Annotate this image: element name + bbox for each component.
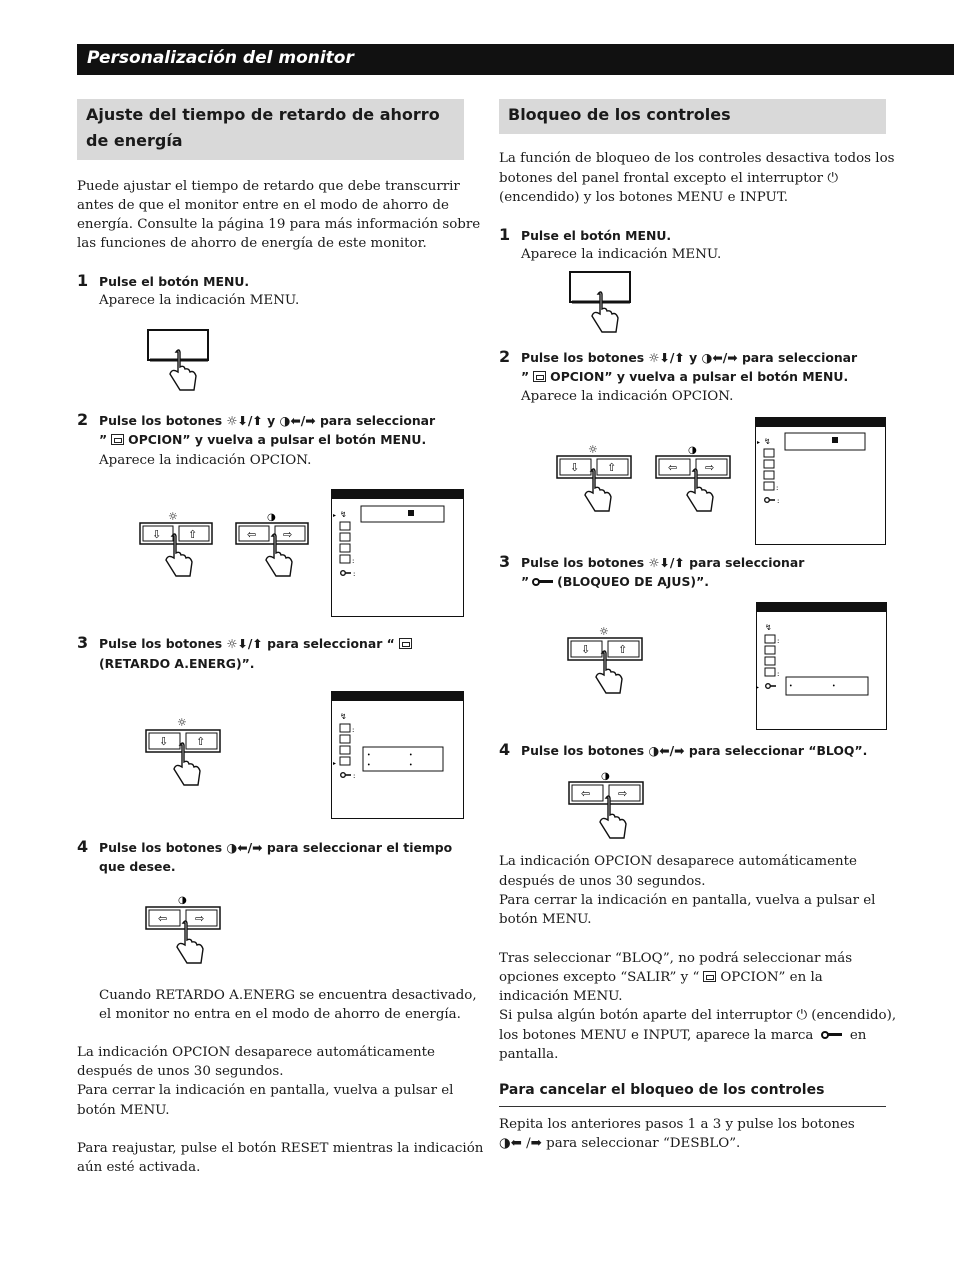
svg-text:⇩: ⇩ — [152, 528, 162, 541]
text-span: OPCION” en la — [720, 970, 823, 985]
text-line: antes de que el monitor entre en el modo de ahorro de — [77, 198, 449, 213]
svg-text:•: • — [367, 762, 371, 769]
brightness-buttons-illustration — [138, 510, 218, 590]
svg-text:⇩: ⇩ — [581, 643, 591, 656]
svg-text:•: • — [367, 752, 371, 759]
step-body: Aparece la indicación MENU. — [521, 247, 722, 262]
quote-mark: ” — [521, 369, 530, 384]
step-body: Aparece la indicación OPCION. — [99, 453, 312, 468]
svg-text:•: • — [409, 762, 413, 769]
text-line: La indicación OPCION desaparece automáticamente — [499, 854, 857, 869]
power-delay-icon — [399, 638, 412, 649]
contrast-buttons-illustration — [145, 893, 225, 973]
text-line: Para reajustar, pulse el botón RESET mientras la indicación — [77, 1141, 484, 1156]
svg-text::: : — [353, 570, 356, 578]
step-number: 1 — [499, 225, 511, 244]
step-title — [521, 367, 848, 386]
osd-power-delay-menu — [331, 691, 464, 819]
text-line: las funciones de ahorro de energía de este monitor. — [77, 236, 427, 251]
osd-option-menu — [331, 489, 464, 617]
step-title — [99, 430, 426, 449]
contrast-buttons-illustration — [655, 440, 735, 520]
option-icon — [703, 971, 716, 982]
text-line: (encendido) y los botones MENU e INPUT. — [499, 190, 789, 205]
svg-text:▸: ▸ — [333, 512, 337, 519]
svg-text::: : — [353, 772, 356, 780]
contrast-icon: ◑ — [601, 771, 610, 782]
svg-text:⇨: ⇨ — [618, 787, 628, 800]
title-text: (BLOQUEO DE AJUS)”. — [557, 574, 709, 589]
svg-text:⇨: ⇨ — [283, 528, 293, 541]
text-line: botón MENU. — [499, 912, 592, 927]
svg-text:▸: ▸ — [333, 760, 337, 767]
text-line: después de unos 30 segundos. — [77, 1064, 284, 1079]
svg-text:⇦: ⇦ — [668, 461, 678, 474]
svg-text:↯: ↯ — [764, 437, 771, 446]
step-number: 1 — [77, 271, 89, 290]
text-line: botón MENU. — [77, 1103, 170, 1118]
divider — [499, 1106, 886, 1107]
page-header — [77, 44, 954, 75]
text-line: después de unos 30 segundos. — [499, 874, 706, 889]
svg-text:•: • — [832, 683, 836, 690]
step-title: Pulse los botones ◑⬅/➡ para seleccionar “BLOQ”. — [521, 743, 868, 758]
text-line: energía. Consulte la página 19 para más información sobre — [77, 217, 481, 232]
svg-text::: : — [777, 497, 780, 505]
svg-text:•: • — [409, 752, 413, 759]
svg-text:↯: ↯ — [340, 510, 347, 519]
step-title: que desee. — [99, 859, 176, 874]
note-line: el monitor no entra en el modo de ahorro de energía. — [99, 1007, 461, 1022]
contrast-icon: ◑ — [178, 895, 187, 906]
option-icon — [111, 434, 124, 445]
brightness-buttons-illustration — [567, 623, 647, 703]
brightness-buttons-illustration — [145, 713, 225, 793]
text-span: opciones excepto “SALIR” y “ — [499, 970, 700, 985]
text-span: en — [849, 1028, 867, 1043]
step-title: Pulse el botón MENU. — [99, 274, 250, 289]
contrast-buttons-illustration — [234, 510, 314, 590]
svg-text:⇧: ⇧ — [196, 735, 206, 748]
text-line — [499, 1026, 866, 1045]
svg-text:⇨: ⇨ — [705, 461, 715, 474]
menu-button-illustration — [146, 330, 216, 395]
text-line: Tras seleccionar “BLOQ”, no podrá seleccionar más — [499, 951, 853, 966]
key-icon — [821, 1031, 843, 1039]
svg-text:↯: ↯ — [340, 712, 347, 721]
step-number: 3 — [499, 552, 511, 571]
svg-text:⇩: ⇩ — [570, 461, 580, 474]
step-title: Pulse los botones ◑⬅/➡ para seleccionar el tiempo — [99, 840, 453, 855]
text-line: Repita los anteriores pasos 1 a 3 y pulse los botones — [499, 1117, 855, 1132]
left-section-title: Ajuste del tiempo de retardo de ahorro de energía — [77, 99, 464, 160]
svg-text::: : — [777, 637, 780, 645]
text-line: botones del panel frontal excepto el interruptor ⏻ — [499, 171, 838, 186]
svg-text:⇨: ⇨ — [195, 912, 205, 925]
svg-text:⇧: ⇧ — [607, 461, 617, 474]
title-text: OPCION” y vuelva a pulsar el botón MENU. — [550, 369, 849, 384]
menu-button-illustration — [568, 272, 638, 337]
sun-icon: ☼ — [588, 443, 598, 456]
text-line: pantalla. — [499, 1047, 559, 1062]
osd-option-menu — [755, 417, 886, 545]
text-line: Si pulsa algún botón aparte del interruptor ⏻ (encendido), — [499, 1008, 897, 1023]
step-title: (RETARDO A.ENERG)”. — [99, 656, 255, 671]
step-number: 4 — [77, 837, 89, 856]
step-title — [99, 634, 416, 653]
subsection-title: Para cancelar el bloqueo de los controles — [499, 1082, 825, 1098]
title-text: OPCION” y vuelva a pulsar el botón MENU. — [128, 432, 427, 447]
step-number: 4 — [499, 740, 511, 759]
text-line: Para cerrar la indicación en pantalla, vuelva a pulsar el — [77, 1083, 454, 1098]
text-line: La función de bloqueo de los controles desactiva todos los — [499, 151, 895, 166]
step-title: Pulse los botones ☼⬇/⬆ y ◑⬅/➡ para seleccionar — [521, 350, 858, 365]
step-body: Aparece la indicación OPCION. — [521, 389, 734, 404]
svg-text:▸: ▸ — [756, 684, 760, 691]
step-number: 2 — [499, 347, 511, 366]
step-title: Pulse los botones ☼⬇/⬆ para seleccionar — [521, 555, 805, 570]
svg-text:⇦: ⇦ — [581, 787, 591, 800]
svg-text:⇧: ⇧ — [618, 643, 628, 656]
svg-text:⇦: ⇦ — [158, 912, 168, 925]
svg-text::: : — [777, 670, 780, 678]
svg-text:⇦: ⇦ — [247, 528, 257, 541]
svg-text:↯: ↯ — [765, 623, 772, 632]
note-line: Cuando RETARDO A.ENERG se encuentra desactivado, — [99, 988, 477, 1003]
header-title: Personalización del monitor — [87, 48, 354, 68]
right-section-title: Bloqueo de los controles — [499, 99, 886, 134]
svg-text:⇧: ⇧ — [188, 528, 198, 541]
step-title: Pulse el botón MENU. — [521, 228, 672, 243]
text-line: aún esté activada. — [77, 1160, 201, 1175]
sun-icon: ☼ — [599, 625, 609, 638]
text-line: Puede ajustar el tiempo de retardo que debe transcurrir — [77, 179, 460, 194]
quote-mark: ” — [99, 432, 108, 447]
title-text: Pulse los botones ☼⬇/⬆ para seleccionar “ — [99, 636, 395, 651]
step-number: 3 — [77, 633, 89, 652]
text-line: ◑⬅ /➡ para seleccionar “DESBLO”. — [499, 1136, 741, 1151]
svg-text::: : — [352, 557, 355, 565]
contrast-buttons-illustration — [568, 768, 648, 848]
step-title — [521, 572, 709, 591]
step-title: Pulse los botones ☼⬇/⬆ y ◑⬅/➡ para seleccionar — [99, 413, 436, 428]
text-line — [499, 968, 823, 987]
svg-text:•: • — [789, 683, 793, 690]
contrast-icon: ◑ — [688, 445, 697, 456]
svg-text:⇩: ⇩ — [159, 735, 169, 748]
osd-control-lock-menu — [756, 602, 887, 730]
quote-mark: ” — [521, 574, 530, 589]
brightness-buttons-illustration — [556, 440, 636, 520]
option-icon — [533, 371, 546, 382]
text-span: los botones MENU e INPUT, aparece la marca — [499, 1028, 814, 1043]
svg-text:▸: ▸ — [757, 439, 761, 446]
key-icon — [532, 578, 554, 586]
text-line: indicación MENU. — [499, 989, 623, 1004]
svg-text::: : — [352, 726, 355, 734]
sun-icon: ☼ — [177, 716, 187, 729]
text-line: Para cerrar la indicación en pantalla, vuelva a pulsar el — [499, 893, 876, 908]
contrast-icon: ◑ — [267, 512, 276, 523]
step-number: 2 — [77, 410, 89, 429]
step-body: Aparece la indicación MENU. — [99, 293, 300, 308]
svg-text::: : — [776, 484, 779, 492]
text-line: La indicación OPCION desaparece automáticamente — [77, 1045, 435, 1060]
sun-icon: ☼ — [168, 510, 178, 523]
